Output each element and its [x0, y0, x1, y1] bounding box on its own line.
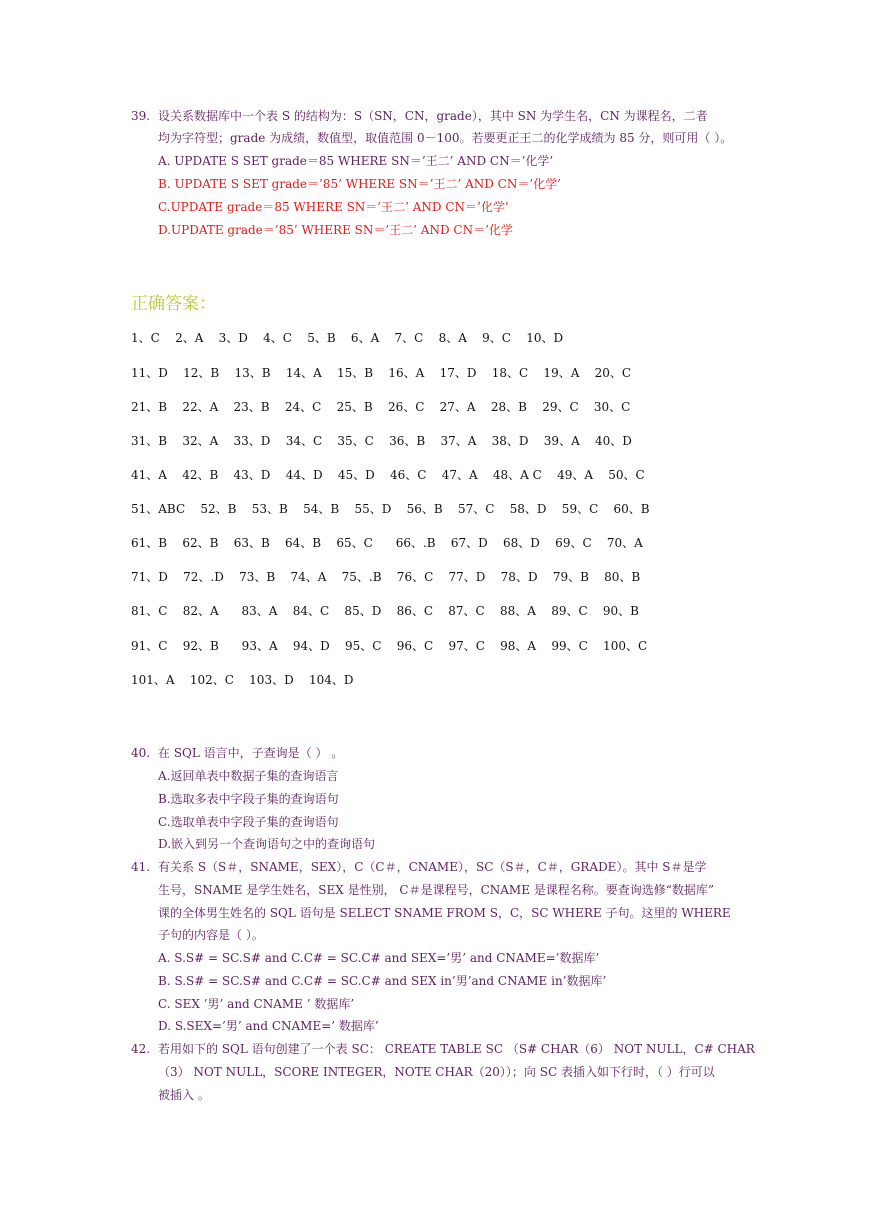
option-c: C.选取单表中字段子集的查询语句 [158, 815, 339, 829]
answer-row: 31、B 32、A 33、D 34、C 35、C 36、B 37、A 38、D 39、A 40、D [131, 434, 632, 448]
option-a: A. UPDATE S SET grade＝85 WHERE SN＝’王二’ AND CN＝’化学’ [158, 154, 554, 168]
question-text-line: 设关系数据库中一个表 S 的结构为：S（SN，CN，grade），其中 SN 为学生名，CN 为课程名，二者 [158, 109, 708, 123]
question-number: 42. [131, 1042, 151, 1056]
option-d: D.嵌入到另一个查询语句之中的查询语句 [158, 837, 376, 851]
answer-row: 61、B 62、B 63、B 64、B 65、C 66、.B 67、D 68、D 69、C 70、A [131, 536, 643, 550]
option-d: D.UPDATE grade＝’85’ WHERE SN＝’王二’ AND CN＝’化学 [158, 223, 513, 237]
question-text-line: 有关系 S（S＃，SNAME，SEX），C（C＃，CNAME），SC（S＃，C＃，GRADE）。其中 S＃是学 [158, 860, 707, 874]
question-number: 40. [131, 746, 151, 760]
option-d: D. S.SEX=’男’ and CNAME=’ 数据库’ [158, 1019, 379, 1033]
answer-row: 21、B 22、A 23、B 24、C 25、B 26、C 27、A 28、B 29、C 30、C [131, 400, 631, 414]
option-b: B.选取多表中字段子集的查询语句 [158, 792, 339, 806]
option-b: B. S.S# = SC.S# and C.C# = SC.C# and SEX in’男’and CNAME in’数据库’ [158, 974, 607, 988]
question-text-line: 生号，SNAME 是学生姓名，SEX 是性别， C＃是课程号，CNAME 是课程名称。要查询选修“数据库” [158, 883, 715, 897]
option-a: A.返回单表中数据子集的查询语言 [158, 769, 339, 783]
answer-row: 41、A 42、B 43、D 44、D 45、D 46、C 47、A 48、A C 49、A 50、C [131, 468, 645, 482]
answer-row: 91、C 92、B 93、A 94、D 95、C 96、C 97、C 98、A 99、C 100、C [131, 639, 648, 653]
answer-key-heading: 正确答案： [131, 294, 216, 314]
option-c: C. SEX ’男’ and CNAME ’ 数据库’ [158, 997, 355, 1011]
question-number: 39. [131, 109, 151, 123]
question-text-line: 被插入 。 [158, 1088, 210, 1102]
answer-row: 101、A 102、C 103、D 104、D [131, 673, 354, 687]
question-text-line: 均为字符型；grade 为成绩，数值型，取值范围 0－100。若要更正王二的化学成绩为 85 分，则可用（ ）。 [158, 131, 733, 145]
question-number: 41. [131, 860, 151, 874]
answer-row: 51、ABC 52、B 53、B 54、B 55、D 56、B 57、C 58、D 59、C 60、B [131, 502, 650, 516]
answer-row: 81、C 82、A 83、A 84、C 85、D 86、C 87、C 88、A 89、C 90、B [131, 604, 639, 618]
question-text-line: 若用如下的 SQL 语句创建了一个表 SC： CREATE TABLE SC （S# CHAR（6） NOT NULL，C# CHAR [158, 1042, 755, 1056]
answer-row: 71、D 72、.D 73、B 74、A 75、.B 76、C 77、D 78、D 79、B 80、B [131, 570, 641, 584]
question-text-line: 课的全体男生姓名的 SQL 语句是 SELECT SNAME FROM S，C，SC WHERE 子句。这里的 WHERE [158, 906, 731, 920]
option-c: C.UPDATE grade＝85 WHERE SN＝’王二’ AND CN＝’化学’ [158, 200, 509, 214]
option-a: A. S.S# = SC.S# and C.C# = SC.C# and SEX=’男’ and CNAME=’数据库’ [158, 951, 600, 965]
answer-row: 1、C 2、A 3、D 4、C 5、B 6、A 7、C 8、A 9、C 10、D [131, 331, 564, 345]
question-text-line: 子句的内容是（ ）。 [158, 928, 264, 942]
question-text-line: （3） NOT NULL，SCORE INTEGER，NOTE CHAR（20））；向 SC 表插入如下行时，（ ）行可以 [158, 1065, 715, 1079]
option-b: B. UPDATE S SET grade＝’85’ WHERE SN＝’王二’ AND CN＝’化学’ [158, 177, 561, 191]
question-text-line: 在 SQL 语言中，子查询是（ ） 。 [158, 746, 344, 760]
answer-row: 11、D 12、B 13、B 14、A 15、B 16、A 17、D 18、C 19、A 20、C [131, 366, 632, 380]
